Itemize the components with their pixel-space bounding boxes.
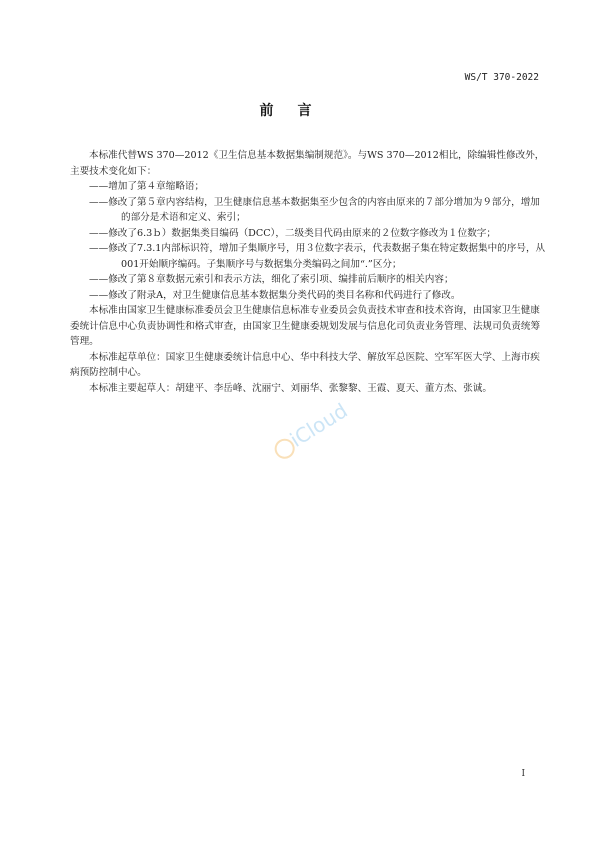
watermark-text: iCloud bbox=[285, 398, 352, 452]
drafters-paragraph: 本标准主要起草人：胡建平、李岳峰、沈丽宁、刘丽华、张黎黎、王霞、夏天、董方杰、张诚。 bbox=[89, 382, 492, 394]
change-item-2: ——修改了第５章内容结构，卫生健康信息基本数据集至少包含的内容由原来的７部分增加为９部分，增加的部分是术语和定义、索引； bbox=[89, 196, 540, 223]
change-item-4: ——修改了7.3.1内部标识符，增加子集顺序号，用３位数字表示，代表数据子集在特定数据集中的序号，从001开始顺序编码。子集顺序号与数据集分类编码之间加“.”区分； bbox=[89, 243, 546, 270]
proposer-paragraph: 本标准由国家卫生健康标准委员会卫生健康信息标准专业委员会负责技术审查和技术咨询，由国家卫生健康委统计信息中心负责协调性和格式审查，由国家卫生健康委规划发展与信息化司负责业务管理、法规司负责统筹管理。 bbox=[70, 305, 541, 347]
drafting-units-paragraph: 本标准起草单位：国家卫生健康委统计信息中心、华中科技大学、解放军总医院、空军军医大学、上海市疾病预防控制中心。 bbox=[70, 351, 540, 378]
change-item-5: ——修改了第８章数据元索引和表示方法，细化了索引项、编排前后顺序的相关内容； bbox=[89, 274, 454, 285]
standard-code: WS/T 370-2022 bbox=[464, 72, 539, 83]
watermark-logo bbox=[255, 392, 365, 462]
change-item-3: ——修改了6.3ｂ）数据集类目编码（DCC），二级类目代码由原来的２位数字修改为１位数字； bbox=[89, 227, 496, 239]
page-title: 前言 bbox=[259, 103, 336, 119]
page-number: I bbox=[521, 769, 525, 779]
intro-paragraph: 本标准代替WS 370—2012《卫生信息基本数据集编制规范》。与WS 370—2012相比，除编辑性修改外，主要技术变化如下： bbox=[70, 150, 545, 177]
document-body bbox=[70, 148, 546, 396]
change-item-1: ——增加了第４章缩略语； bbox=[89, 181, 205, 192]
change-item-6: ——修改了附录A，对卫生健康信息基本数据集分类代码的类目名称和代码进行了修改。 bbox=[89, 289, 461, 301]
